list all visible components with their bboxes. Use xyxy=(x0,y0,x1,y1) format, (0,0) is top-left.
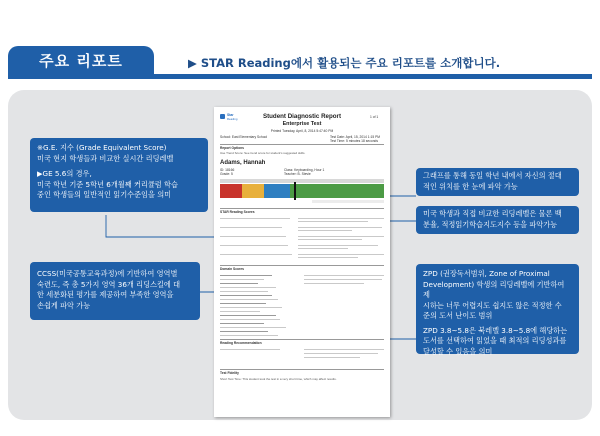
report-logo: Star xyxy=(227,113,234,117)
graph-callout xyxy=(416,168,579,196)
ge-callout-line5: 중인 학생들의 일반적인 읽기수준임을 의미 xyxy=(37,190,172,199)
report-school: School: East Elementary School xyxy=(220,135,268,139)
report-page-number: 1 of 1 xyxy=(370,115,379,119)
graph-callout-line1: 그래프를 통해 동일 학년 내에서 자신의 절대 xyxy=(423,171,562,180)
report-trend-note: Use Trend Score: See trend score for student's suggested skills. xyxy=(220,151,306,155)
ge-score-callout xyxy=(30,138,208,212)
ccss-callout-line1: CCSS(미국공통교육과정)에 기반하여 영역별 xyxy=(37,269,178,278)
zpd-callout-line1: ZPD (권장독서범위, Zone of Proximal xyxy=(423,269,550,278)
report-student-name: Adams, Hannah xyxy=(220,160,266,166)
report-student-class: Class: Keyboarding, Hour 1 xyxy=(284,168,325,172)
test-fidelity-heading: Test Fidelity xyxy=(220,371,239,375)
compare-callout-line1: 미국 학생과 직접 비교한 리딩레벨은 물론 백 xyxy=(423,209,562,218)
ccss-callout-line4: 손쉽게 파악 가능 xyxy=(37,300,91,310)
zpd-callout-line7: 달성할 수 있음을 의미 xyxy=(423,346,493,356)
test-fidelity-note: Short Test Time: This student took the test in a very short time, which may affect results. xyxy=(220,377,337,381)
zpd-callout-line3: 시하는 너무 어렵지도 쉽지도 않은 적정한 수 xyxy=(423,300,562,310)
student-score-marker xyxy=(294,182,296,200)
section-tab-title: 주요 리포트 xyxy=(8,46,154,76)
report-test-time: Test Time: 5 minutes 18 seconds xyxy=(330,139,379,143)
zpd-callout-line5: ZPD 3.8~5.8은 북레벨 3.8~5.8에 해당하는 xyxy=(423,325,568,335)
ccss-callout-line3: 한 세분화된 평가를 제공하여 부족한 영역을 xyxy=(37,290,174,299)
zpd-callout-line6: 도서를 선택하여 읽었을 때 최적의 리딩성과를 xyxy=(423,336,567,345)
reading-recommendation-heading: Reading Recommendation xyxy=(220,341,262,345)
ge-callout-line2: 미국 현지 학생들과 비교한 실시간 리딩레벨 xyxy=(37,153,174,163)
report-student-teacher: Teacher: B. Stevie xyxy=(284,172,311,176)
graph-callout-line2: 적인 위치를 한 눈에 파악 가능 xyxy=(423,181,518,191)
ge-callout-line1: ※G.E. 지수 (Grade Equivalent Score) xyxy=(37,143,167,152)
ccss-callout-line2: 숙련도, 즉 총 5가지 영역 36개 리딩스킬에 대 xyxy=(37,279,181,289)
report-logo-sub: Reading xyxy=(227,117,238,121)
section-intro-text: ▶ STAR Reading에서 활용되는 주요 리포트를 소개합니다. xyxy=(188,56,501,70)
student-diagnostic-report xyxy=(214,107,390,417)
report-options-heading: Report Options xyxy=(220,146,244,150)
report-title: Student Diagnostic Report xyxy=(262,113,342,120)
zpd-callout xyxy=(416,264,579,354)
benchmark-graph xyxy=(220,179,384,205)
ccss-callout xyxy=(30,262,200,320)
zpd-row xyxy=(220,347,384,365)
star-scores-table xyxy=(220,216,384,264)
report-test-date: Test Date: April, 15, 2014 1:15 PM xyxy=(330,135,381,139)
zpd-callout-line2: Development) 학생의 리딩레벨에 기반하여 제 xyxy=(423,279,565,299)
report-printed-date: Printed Tuesday, April, 8, 2014 5:47:40 PM xyxy=(270,129,334,133)
report-student-id: ID: 18166 xyxy=(220,168,235,172)
compare-callout xyxy=(416,206,579,234)
ge-callout-line3: ▶GE 5.6의 경우, xyxy=(37,169,92,178)
domain-scores-heading: Domain Scores xyxy=(220,267,245,271)
report-student-grade: Grade: 5 xyxy=(220,172,233,176)
star-scores-heading: STAR Reading Scores xyxy=(220,210,255,214)
compare-callout-line2: 분율, 적정읽기학습지도지수 등을 파악가능 xyxy=(423,219,558,229)
ge-callout-line4: 미국 학년 기준 5학년 6개월째 커리큘럼 학습 xyxy=(37,179,178,189)
report-subtitle: Enterprise Test xyxy=(282,121,322,127)
zpd-callout-line4: 준의 도서 난이도 범위 xyxy=(423,311,493,320)
